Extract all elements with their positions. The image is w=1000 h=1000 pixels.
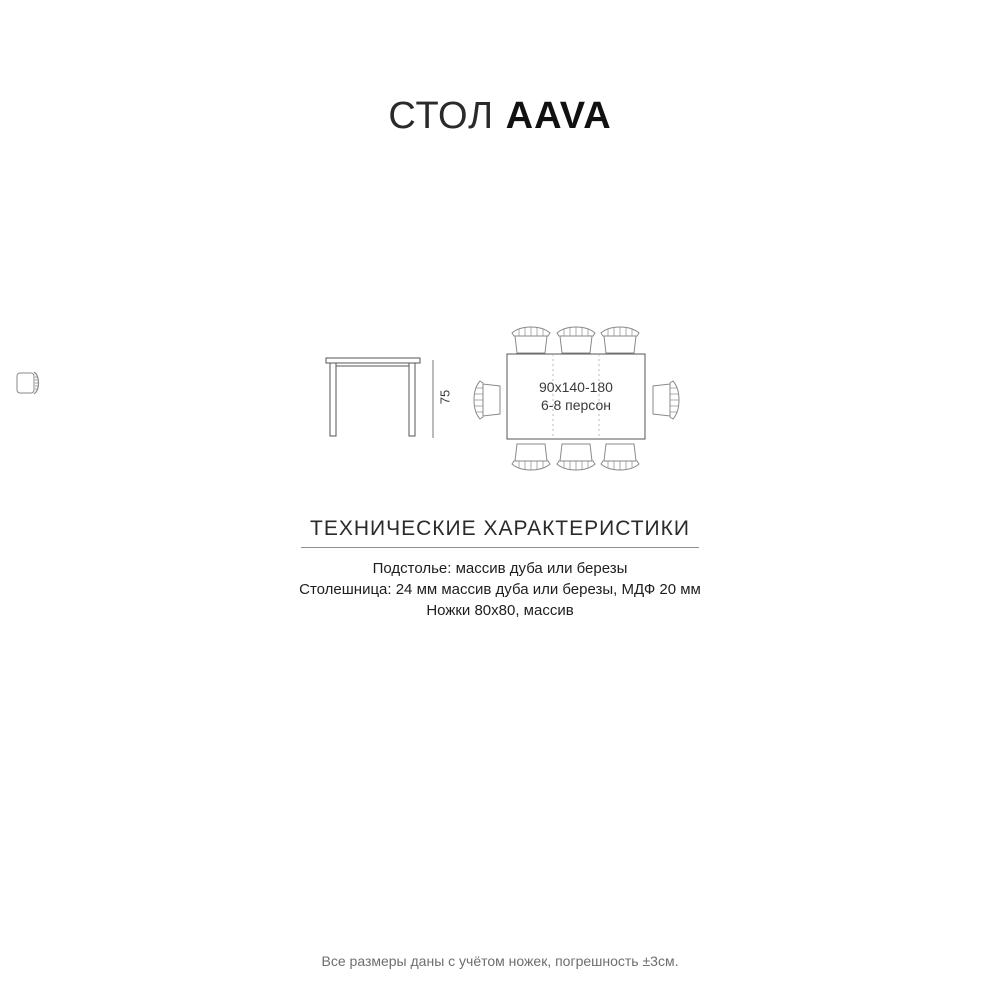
specs-list (0, 558, 1000, 621)
chair-bottom-2 (557, 444, 595, 470)
table-size-label: 90x140-180 (539, 379, 613, 395)
specs-divider (301, 547, 699, 548)
specs-heading: ТЕХНИЧЕСКИЕ ХАРАКТЕРИСТИКИ (310, 517, 690, 540)
chair-top-1 (512, 327, 550, 353)
chair-bottom-3 (601, 444, 639, 470)
table-seats-label: 6-8 персон (541, 397, 611, 413)
spec-item-legs: Ножки 80х80, массив (426, 602, 574, 619)
page-title (0, 91, 1000, 141)
spec-item-tabletop: Столешница: 24 мм массив дуба или березы, МДФ 20 мм (299, 581, 701, 598)
table-drawing (315, 320, 685, 475)
chair-bottom-1 (512, 444, 550, 470)
chair-icon (14, 370, 42, 396)
chair-top-3 (601, 327, 639, 353)
title-prefix: СТОЛ (388, 95, 495, 138)
chair-top-2 (557, 327, 595, 353)
table-side-view (326, 358, 420, 436)
chair-right (653, 381, 679, 419)
chair-left (474, 381, 500, 419)
title-model: AAVA (505, 95, 612, 138)
height-label: 75 (437, 389, 453, 405)
footnote: Все размеры даны с учётом ножек, погрешность ±3см. (321, 953, 679, 969)
spec-item-base: Подстолье: массив дуба или березы (372, 560, 628, 577)
